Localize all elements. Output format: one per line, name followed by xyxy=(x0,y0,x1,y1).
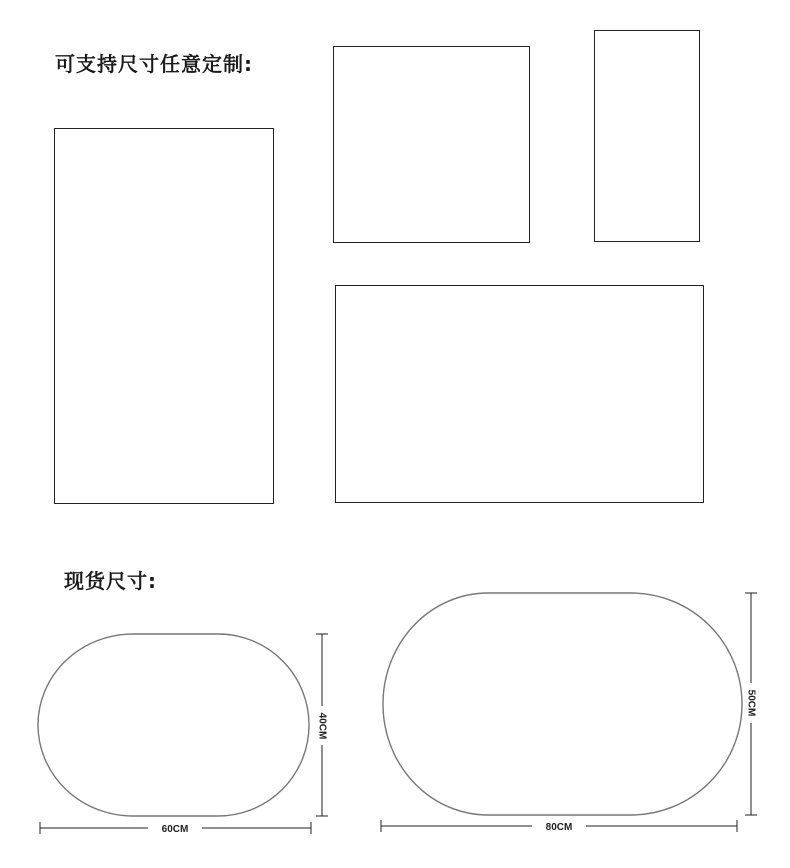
width-label-large: 80CM xyxy=(545,822,573,833)
width-label-small: 60CM xyxy=(161,824,189,835)
height-label-large: 50CM xyxy=(745,689,757,717)
height-label-small: 40CM xyxy=(316,712,328,740)
stock-oval-large xyxy=(383,593,742,815)
custom-size-title: 可支持尺寸任意定制: xyxy=(55,52,253,76)
stock-size-title: 现货尺寸: xyxy=(64,569,157,593)
stock-oval-small xyxy=(38,634,309,816)
